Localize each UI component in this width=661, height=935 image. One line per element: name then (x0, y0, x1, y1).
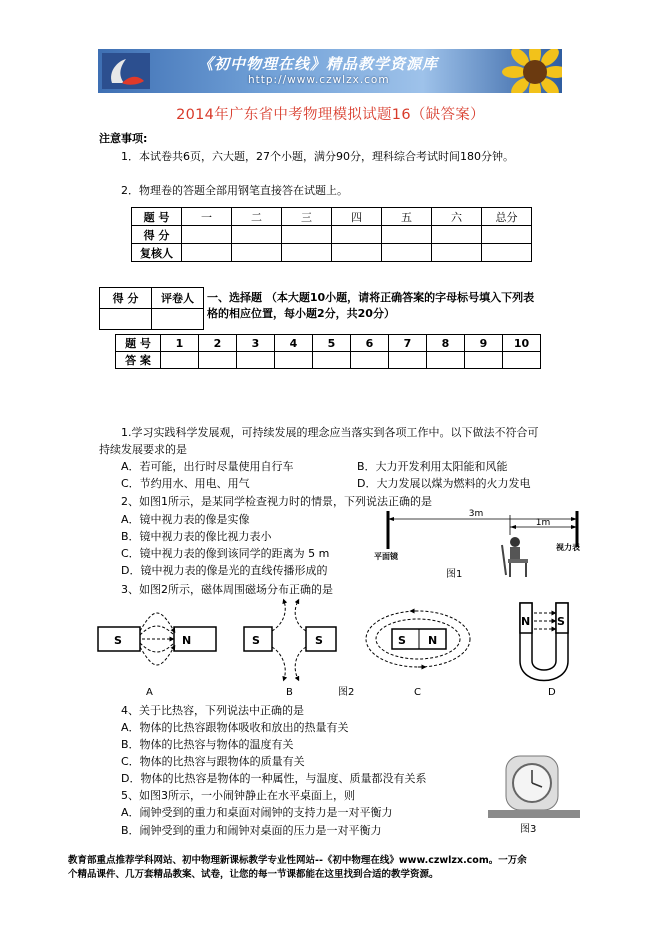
bar-magnet-c (366, 611, 470, 667)
q5-text: 5、如图3所示，一小闹钟静止在水平桌面上，则 (121, 789, 355, 802)
score-table-col: 二 (232, 208, 282, 226)
pole-label: N (182, 634, 192, 647)
seated-person-icon (502, 537, 528, 577)
score-cell[interactable] (332, 226, 382, 244)
notes-item-1: 1．本试卷共6页，六大题，27个小题，满分90分，理科综合考试时间180分钟。 (121, 150, 514, 163)
q1-text-line1: 1.学习实践科学发展观，可持续发展的理念应当落实到各项工作中。以下做法不符合可 (121, 426, 539, 439)
answer-number: 5 (313, 335, 351, 352)
score-table-col: 四 (332, 208, 382, 226)
magnet-pair-a (98, 613, 216, 665)
u-magnet-d (520, 603, 568, 681)
q1-text-line2: 持续发展要求的是 (99, 443, 187, 456)
figure-1-diagram (370, 505, 590, 583)
grader-table (99, 287, 204, 330)
answer-cell[interactable] (161, 352, 199, 369)
q4-option-c: C．物体的比热容与跟物体的质量有关 (121, 755, 305, 768)
site-banner (98, 49, 562, 93)
score-cell[interactable] (382, 226, 432, 244)
banner-title: 《初中物理在线》精品教学资源库 (198, 55, 439, 73)
q2-option-d: D．镜中视力表的像是光的直线传播形成的 (121, 564, 328, 577)
reviewer-cell[interactable] (432, 244, 482, 262)
figure-2-label-a: A (146, 687, 153, 698)
q5-option-a: A．闹钟受到的重力和桌面对闹钟的支持力是一对平衡力 (121, 806, 393, 819)
answer-cell[interactable] (503, 352, 541, 369)
answer-cell[interactable] (389, 352, 427, 369)
figure-3-diagram (484, 752, 584, 838)
pole-label: N (428, 634, 438, 647)
answer-cell[interactable] (465, 352, 503, 369)
q2-text: 2、如图1所示，是某同学检查视力时的情景，下列说法正确的是 (121, 495, 432, 508)
answer-number: 2 (199, 335, 237, 352)
reviewer-cell[interactable] (282, 244, 332, 262)
q4-option-b: B．物体的比热容与物体的温度有关 (121, 738, 294, 751)
reviewer-cell[interactable] (232, 244, 282, 262)
answer-cell[interactable] (351, 352, 389, 369)
q3-text: 3、如图2所示，磁体周围磁场分布正确的是 (121, 583, 333, 596)
figure-1-3m-label: 3m (468, 509, 484, 519)
score-table-col: 五 (382, 208, 432, 226)
figure-3-caption: 图3 (520, 824, 537, 835)
pole-label: S (557, 615, 565, 628)
answer-table (115, 334, 541, 369)
footer-line-1: 教育部重点推荐学科网站、初中物理新课标教学专业性网站--《初中物理在线》www.czwlzx.com。一万余 (68, 855, 527, 866)
figure-2-label-c: C (414, 687, 421, 698)
figure-1-chart-label: 视力表 (556, 543, 580, 552)
figure-2-diagram (94, 595, 584, 703)
reviewer-cell[interactable] (332, 244, 382, 262)
answer-number: 8 (427, 335, 465, 352)
q2-option-a: A．镜中视力表的像是实像 (121, 513, 250, 526)
figure-1-caption: 图1 (446, 569, 463, 580)
section1-heading-line1: 一、选择题 （本大题10小题，请将正确答案的字母标号填入下列表 (207, 291, 535, 304)
reviewer-cell[interactable] (182, 244, 232, 262)
pole-label: S (252, 634, 260, 647)
answer-number: 6 (351, 335, 389, 352)
q4-option-a: A．物体的比热容跟物体吸收和放出的热量有关 (121, 721, 349, 734)
score-table-label: 题 号 (132, 208, 182, 226)
answer-number: 7 (389, 335, 427, 352)
answer-number: 4 (275, 335, 313, 352)
grader-reviewer-cell[interactable] (152, 309, 204, 330)
magnet-pair-b (244, 601, 336, 679)
q4-option-d: D．物体的比热容是物体的一种属性，与温度、质量都没有关系 (121, 772, 427, 785)
score-cell[interactable] (482, 226, 532, 244)
score-table-col: 六 (432, 208, 482, 226)
banner-url: http://www.czwlzx.com (248, 74, 390, 86)
figure-2-label-b: B (286, 687, 293, 698)
score-cell[interactable] (232, 226, 282, 244)
score-cell[interactable] (182, 226, 232, 244)
score-table-label: 得 分 (132, 226, 182, 244)
q1-option-c: C．节约用水、用电、用气 (121, 477, 250, 490)
pole-label: S (398, 634, 406, 647)
answer-table-label: 答 案 (116, 352, 161, 369)
score-cell[interactable] (432, 226, 482, 244)
grader-label-reviewer: 评卷人 (152, 288, 204, 309)
q4-text: 4、关于比热容，下列说法中正确的是 (121, 704, 304, 717)
answer-cell[interactable] (313, 352, 351, 369)
sunflower-icon (500, 49, 562, 93)
q1-option-a: A．若可能，出行时尽量使用自行车 (121, 460, 294, 473)
answer-table-label: 题 号 (116, 335, 161, 352)
figure-1-mirror-label: 平面镜 (374, 552, 398, 561)
answer-cell[interactable] (199, 352, 237, 369)
score-table-col: 总分 (482, 208, 532, 226)
section1-heading-line2: 格的相应位置，每小题2分，共20分） (207, 307, 395, 320)
document-title: 2014年广东省中考物理模拟试题16（缺答案） (176, 107, 485, 123)
figure-2-caption: 图2 (338, 687, 355, 698)
score-cell[interactable] (282, 226, 332, 244)
alarm-clock-icon (506, 756, 558, 810)
score-table-label: 复核人 (132, 244, 182, 262)
site-logo-icon (102, 53, 150, 89)
pole-label: N (521, 615, 531, 628)
pole-label: S (315, 634, 323, 647)
answer-number: 1 (161, 335, 199, 352)
score-table-col: 三 (282, 208, 332, 226)
score-table (131, 207, 532, 262)
table-surface (488, 810, 580, 818)
answer-cell[interactable] (275, 352, 313, 369)
reviewer-cell[interactable] (382, 244, 432, 262)
q1-option-d: D．大力发展以煤为燃料的火力发电 (357, 477, 531, 490)
score-table-col: 一 (182, 208, 232, 226)
grader-label-score: 得 分 (100, 288, 152, 309)
answer-number: 9 (465, 335, 503, 352)
notes-item-2: 2．物理卷的答题全部用钢笔直接答在试题上。 (121, 184, 348, 197)
footer-line-2: 个精品课件、几万套精品教案、试卷，让您的每一节课都能在这里找到合适的教学资源。 (68, 869, 439, 880)
q2-option-b: B．镜中视力表的像比视力表小 (121, 530, 272, 543)
answer-cell[interactable] (427, 352, 465, 369)
pole-label: S (114, 634, 122, 647)
grader-score-cell[interactable] (100, 309, 152, 330)
figure-1-1m-label: 1m (535, 518, 551, 528)
page-footer (68, 854, 527, 882)
answer-number: 3 (237, 335, 275, 352)
notes-heading: 注意事项: (99, 132, 148, 145)
figure-2-label-d: D (548, 687, 556, 698)
q2-option-c: C．镜中视力表的像到该同学的距离为 5 m (121, 547, 330, 560)
q5-option-b: B．闹钟受到的重力和闹钟对桌面的压力是一对平衡力 (121, 824, 382, 837)
reviewer-cell[interactable] (482, 244, 532, 262)
answer-number: 10 (503, 335, 541, 352)
q1-option-b: B．大力开发利用太阳能和风能 (357, 460, 508, 473)
answer-cell[interactable] (237, 352, 275, 369)
